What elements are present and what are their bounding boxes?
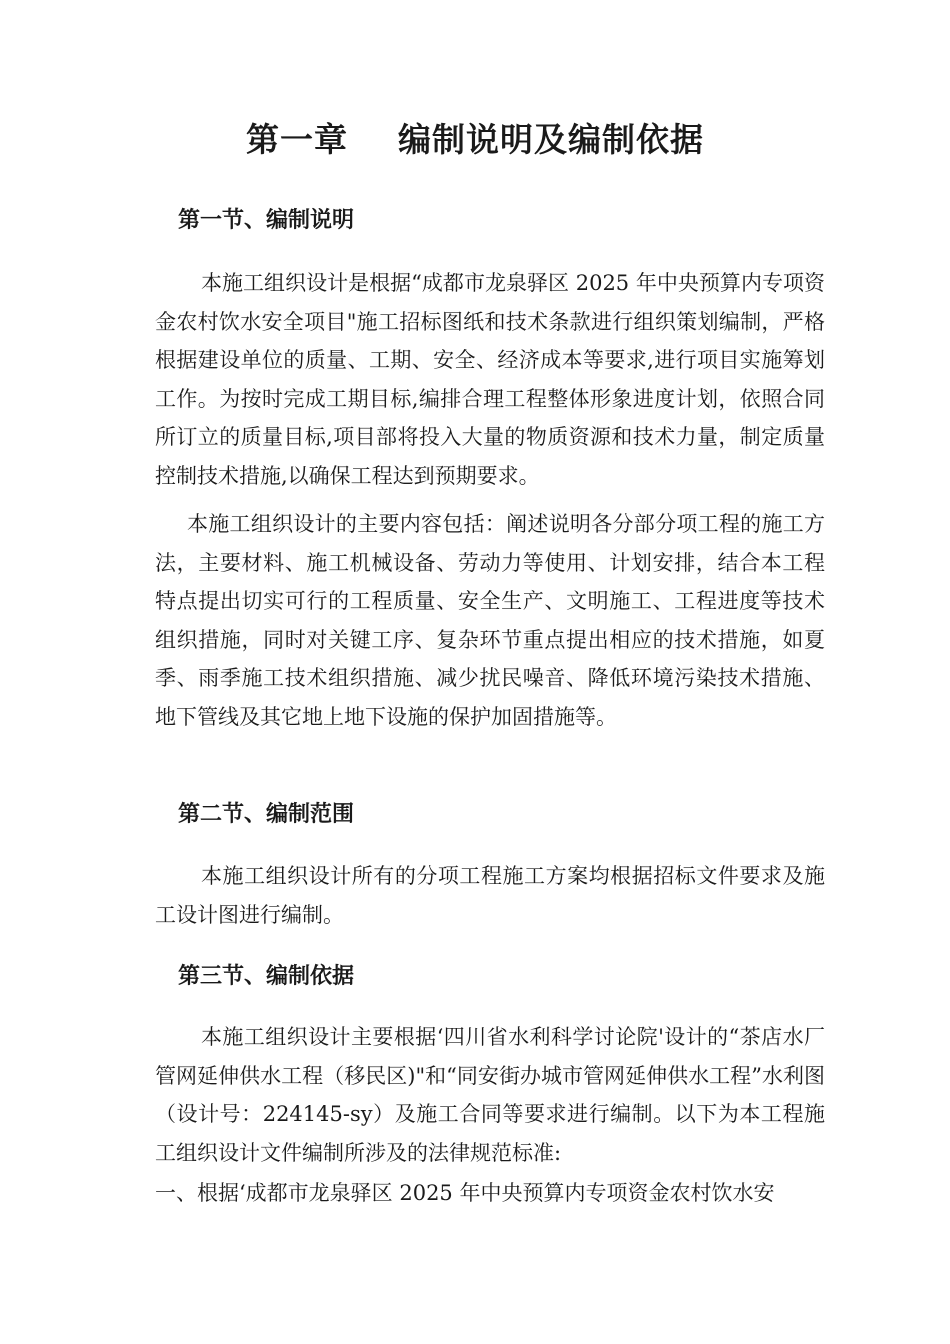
section-2-paragraph-1: 本施工组织设计所有的分项工程施工方案均根据招标文件要求及施工设计图进行编制。 <box>155 864 825 927</box>
section-heading-1: 第一节、编制说明 <box>178 208 355 233</box>
section-3-paragraph-2: 一、根据‘成都市龙泉驿区 2025 年中央预算内专项资金农村饮水安 <box>155 1181 775 1205</box>
chapter-title: 第一章 编制说明及编制依据 <box>246 120 704 159</box>
section-1-paragraph-1: 本施工组织设计是根据“成都市龙泉驿区 2025 年中央预算内专项资金农村饮水安全项目"施工招标图纸和技术条款进行组织策划编制，严格根据建设单位的质量、工期、安全、经济成本等要求,进行项目实施筹划工作。为按时完成工期目标,编排合理工程整体形象进度计划，依照合同所订立的质量目标,项目部将投入大量的物质资源和技术力量，制定质量控制技术措施,以确保工程达到预期要求。 <box>155 271 825 488</box>
section-1-paragraph-2: 本施工组织设计的主要内容包括：阐述说明各分部分项工程的施工方法，主要材料、施工机械设备、劳动力等使用、计划安排，结合本工程特点提出切实可行的工程质量、安全生产、文明施工、工程进度等技术组织措施，同时对关键工序、复杂环节重点提出相应的技术措施，如夏季、雨季施工技术组织措施、减少扰民噪音、降低环境污染技术措施、地下管线及其它地上地下设施的保护加固措施等。 <box>155 512 825 729</box>
section-heading-3: 第三节、编制依据 <box>178 964 355 989</box>
section-heading-2: 第二节、编制范围 <box>178 802 355 827</box>
section-3-paragraph-1: 本施工组织设计主要根据‘四川省水利科学讨论院'设计的“茶店水厂管网延伸供水工程（移民区)"和“同安街办城市管网延伸供水工程”水利图（设计号：224145-sy）及施工合同等要求进行编制。以下为本工程施工组织设计文件编制所涉及的法律规范标准: <box>155 1025 825 1165</box>
